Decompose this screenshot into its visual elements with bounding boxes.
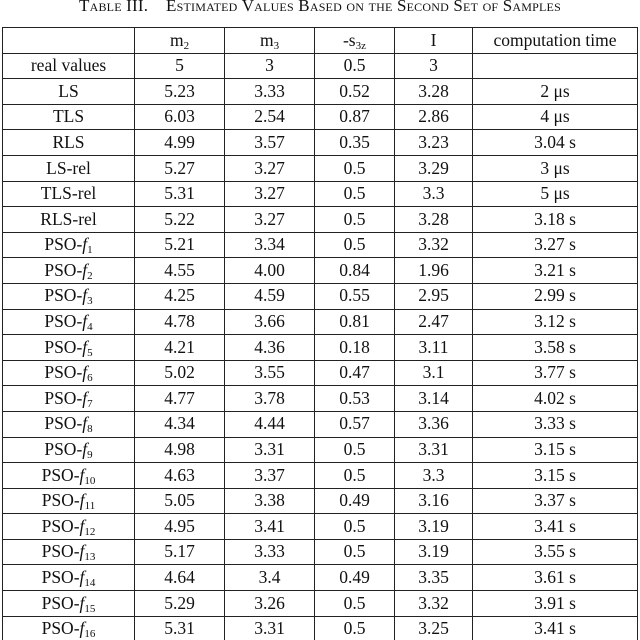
computation-time-cell: 3.91 s (473, 591, 638, 617)
method-cell: PSO-$f_4$ (3, 309, 135, 335)
m2-cell: 5.17 (135, 539, 225, 565)
s3z-cell: 0.5 (315, 155, 395, 181)
i-cell: 3.32 (395, 232, 473, 258)
computation-time-cell: 3.15 s (473, 463, 638, 489)
i-cell: 3.19 (395, 514, 473, 540)
method-cell: PSO-$f_7$ (3, 386, 135, 412)
m2-cell: 4.55 (135, 258, 225, 284)
m3-cell: 4.36 (225, 335, 315, 361)
m3-cell: 3.66 (225, 309, 315, 335)
s3z-cell: 0.18 (315, 335, 395, 361)
m3-cell: 3.4 (225, 565, 315, 591)
s3z-cell: 0.49 (315, 565, 395, 591)
table-row (3, 130, 638, 156)
m3-cell: 3.27 (225, 181, 315, 207)
header-cell-s3z: $-s_{3z}$ (315, 28, 395, 54)
table-row (3, 411, 638, 437)
s3z-cell: 0.5 (315, 53, 395, 79)
method-cell: PSO-$f_1$ (3, 232, 135, 258)
computation-time-cell: 5 μs (473, 181, 638, 207)
m3-cell: 3.27 (225, 155, 315, 181)
results-table (2, 27, 638, 640)
m2-cell: 4.21 (135, 335, 225, 361)
computation-time-cell: 3.55 s (473, 539, 638, 565)
m2-cell: 4.95 (135, 514, 225, 540)
m3-cell: 3.78 (225, 386, 315, 412)
m2-cell: 4.77 (135, 386, 225, 412)
m2-cell: 6.03 (135, 104, 225, 130)
m3-cell: 4.00 (225, 258, 315, 284)
computation-time-cell: 3.41 s (473, 514, 638, 540)
method-cell: PSO-$f_5$ (3, 335, 135, 361)
m2-cell: 5.29 (135, 591, 225, 617)
method-cell: PSO-$f_{14}$ (3, 565, 135, 591)
method-cell: PSO-$f_{10}$ (3, 463, 135, 489)
m2-cell: 5.02 (135, 360, 225, 386)
i-cell: 3.3 (395, 463, 473, 489)
i-cell: 2.95 (395, 283, 473, 309)
m2-cell: 4.25 (135, 283, 225, 309)
computation-time-cell: 3.27 s (473, 232, 638, 258)
m2-cell: 4.34 (135, 411, 225, 437)
m3-cell: 2.54 (225, 104, 315, 130)
table-row (3, 360, 638, 386)
method-cell: PSO-$f_3$ (3, 283, 135, 309)
method-cell: PSO-$f_{11}$ (3, 488, 135, 514)
computation-time-cell: 3.33 s (473, 411, 638, 437)
m2-cell: 4.78 (135, 309, 225, 335)
table-row (3, 53, 638, 79)
i-cell: 3 (395, 53, 473, 79)
method-cell: PSO-$f_6$ (3, 360, 135, 386)
table-row (3, 539, 638, 565)
m3-cell: 4.44 (225, 411, 315, 437)
method-cell: PSO-$f_2$ (3, 258, 135, 284)
method-cell: RLS (3, 130, 135, 156)
m2-cell: 4.98 (135, 437, 225, 463)
m3-cell: 3.57 (225, 130, 315, 156)
table-row (3, 335, 638, 361)
table-row (3, 437, 638, 463)
header-cell-m3: $m_3$ (225, 28, 315, 54)
computation-time-cell: 4.02 s (473, 386, 638, 412)
table-row (3, 514, 638, 540)
table-row (3, 181, 638, 207)
m2-cell: 5 (135, 53, 225, 79)
i-cell: 3.11 (395, 335, 473, 361)
s3z-cell: 0.57 (315, 411, 395, 437)
header-cell-method (3, 28, 135, 54)
table-row (3, 488, 638, 514)
method-cell: LS (3, 79, 135, 105)
computation-time-cell: 3.41 s (473, 616, 638, 640)
m3-cell: 4.59 (225, 283, 315, 309)
computation-time-cell: 2.99 s (473, 283, 638, 309)
i-cell: 3.25 (395, 616, 473, 640)
method-cell: TLS (3, 104, 135, 130)
i-cell: 3.35 (395, 565, 473, 591)
header-cell-m2: $m_2$ (135, 28, 225, 54)
s3z-cell: 0.5 (315, 539, 395, 565)
computation-time-cell: 3.15 s (473, 437, 638, 463)
m3-cell: 3.37 (225, 463, 315, 489)
i-cell: 3.32 (395, 591, 473, 617)
table-row (3, 386, 638, 412)
m2-cell: 5.21 (135, 232, 225, 258)
s3z-cell: 0.35 (315, 130, 395, 156)
header-row (3, 28, 638, 54)
table-caption-title: Estimated Values Based on the Second Set of Samples (166, 0, 561, 15)
table-caption (0, 0, 640, 22)
i-cell: 3.28 (395, 79, 473, 105)
table-row (3, 258, 638, 284)
table-row (3, 155, 638, 181)
i-cell: 2.86 (395, 104, 473, 130)
method-cell: LS-rel (3, 155, 135, 181)
table-row (3, 309, 638, 335)
computation-time-cell (473, 53, 638, 79)
s3z-cell: 0.47 (315, 360, 395, 386)
i-cell: 1.96 (395, 258, 473, 284)
s3z-cell: 0.84 (315, 258, 395, 284)
m3-cell: 3.31 (225, 616, 315, 640)
i-cell: 3.29 (395, 155, 473, 181)
computation-time-cell: 3.61 s (473, 565, 638, 591)
m3-cell: 3.34 (225, 232, 315, 258)
s3z-cell: 0.5 (315, 437, 395, 463)
m2-cell: 4.63 (135, 463, 225, 489)
s3z-cell: 0.52 (315, 79, 395, 105)
s3z-cell: 0.87 (315, 104, 395, 130)
method-cell: PSO-$f_{12}$ (3, 514, 135, 540)
m2-cell: 5.05 (135, 488, 225, 514)
header-cell-computation-time: computation time (473, 28, 638, 54)
computation-time-cell: 3.18 s (473, 207, 638, 233)
table-row (3, 104, 638, 130)
s3z-cell: 0.81 (315, 309, 395, 335)
m3-cell: 3.26 (225, 591, 315, 617)
table-row (3, 79, 638, 105)
s3z-cell: 0.5 (315, 181, 395, 207)
computation-time-cell: 3.58 s (473, 335, 638, 361)
m2-cell: 4.64 (135, 565, 225, 591)
computation-time-cell: 2 μs (473, 79, 638, 105)
m2-cell: 5.23 (135, 79, 225, 105)
m2-cell: 5.27 (135, 155, 225, 181)
computation-time-cell: 3 μs (473, 155, 638, 181)
method-cell: PSO-$f_{16}$ (3, 616, 135, 640)
s3z-cell: 0.55 (315, 283, 395, 309)
s3z-cell: 0.5 (315, 514, 395, 540)
s3z-cell: 0.49 (315, 488, 395, 514)
s3z-cell: 0.53 (315, 386, 395, 412)
m3-cell: 3.55 (225, 360, 315, 386)
i-cell: 3.31 (395, 437, 473, 463)
table-row (3, 207, 638, 233)
computation-time-cell: 3.77 s (473, 360, 638, 386)
header-cell-i: I (395, 28, 473, 54)
computation-time-cell: 3.12 s (473, 309, 638, 335)
method-cell: RLS-rel (3, 207, 135, 233)
i-cell: 3.28 (395, 207, 473, 233)
table-row (3, 283, 638, 309)
method-cell: PSO-$f_9$ (3, 437, 135, 463)
s3z-cell: 0.5 (315, 232, 395, 258)
m3-cell: 3.38 (225, 488, 315, 514)
computation-time-cell: 3.21 s (473, 258, 638, 284)
m3-cell: 3 (225, 53, 315, 79)
m2-cell: 4.99 (135, 130, 225, 156)
m3-cell: 3.33 (225, 79, 315, 105)
i-cell: 3.19 (395, 539, 473, 565)
computation-time-cell: 4 μs (473, 104, 638, 130)
s3z-cell: 0.5 (315, 591, 395, 617)
table-row (3, 232, 638, 258)
i-cell: 3.14 (395, 386, 473, 412)
table-row (3, 616, 638, 640)
s3z-cell: 0.5 (315, 207, 395, 233)
m3-cell: 3.33 (225, 539, 315, 565)
m2-cell: 5.31 (135, 616, 225, 640)
s3z-cell: 0.5 (315, 463, 395, 489)
table-row (3, 463, 638, 489)
i-cell: 2.47 (395, 309, 473, 335)
table-row (3, 565, 638, 591)
m3-cell: 3.41 (225, 514, 315, 540)
table-row (3, 591, 638, 617)
i-cell: 3.1 (395, 360, 473, 386)
method-cell: PSO-$f_{13}$ (3, 539, 135, 565)
s3z-cell: 0.5 (315, 616, 395, 640)
table-caption-label: Table III. (79, 0, 149, 15)
i-cell: 3.36 (395, 411, 473, 437)
m3-cell: 3.27 (225, 207, 315, 233)
table-body (3, 53, 638, 640)
method-cell: PSO-$f_8$ (3, 411, 135, 437)
method-cell: TLS-rel (3, 181, 135, 207)
m2-cell: 5.31 (135, 181, 225, 207)
method-cell: PSO-$f_{15}$ (3, 591, 135, 617)
i-cell: 3.23 (395, 130, 473, 156)
computation-time-cell: 3.04 s (473, 130, 638, 156)
m2-cell: 5.22 (135, 207, 225, 233)
i-cell: 3.3 (395, 181, 473, 207)
m3-cell: 3.31 (225, 437, 315, 463)
i-cell: 3.16 (395, 488, 473, 514)
computation-time-cell: 3.37 s (473, 488, 638, 514)
method-cell: real values (3, 53, 135, 79)
